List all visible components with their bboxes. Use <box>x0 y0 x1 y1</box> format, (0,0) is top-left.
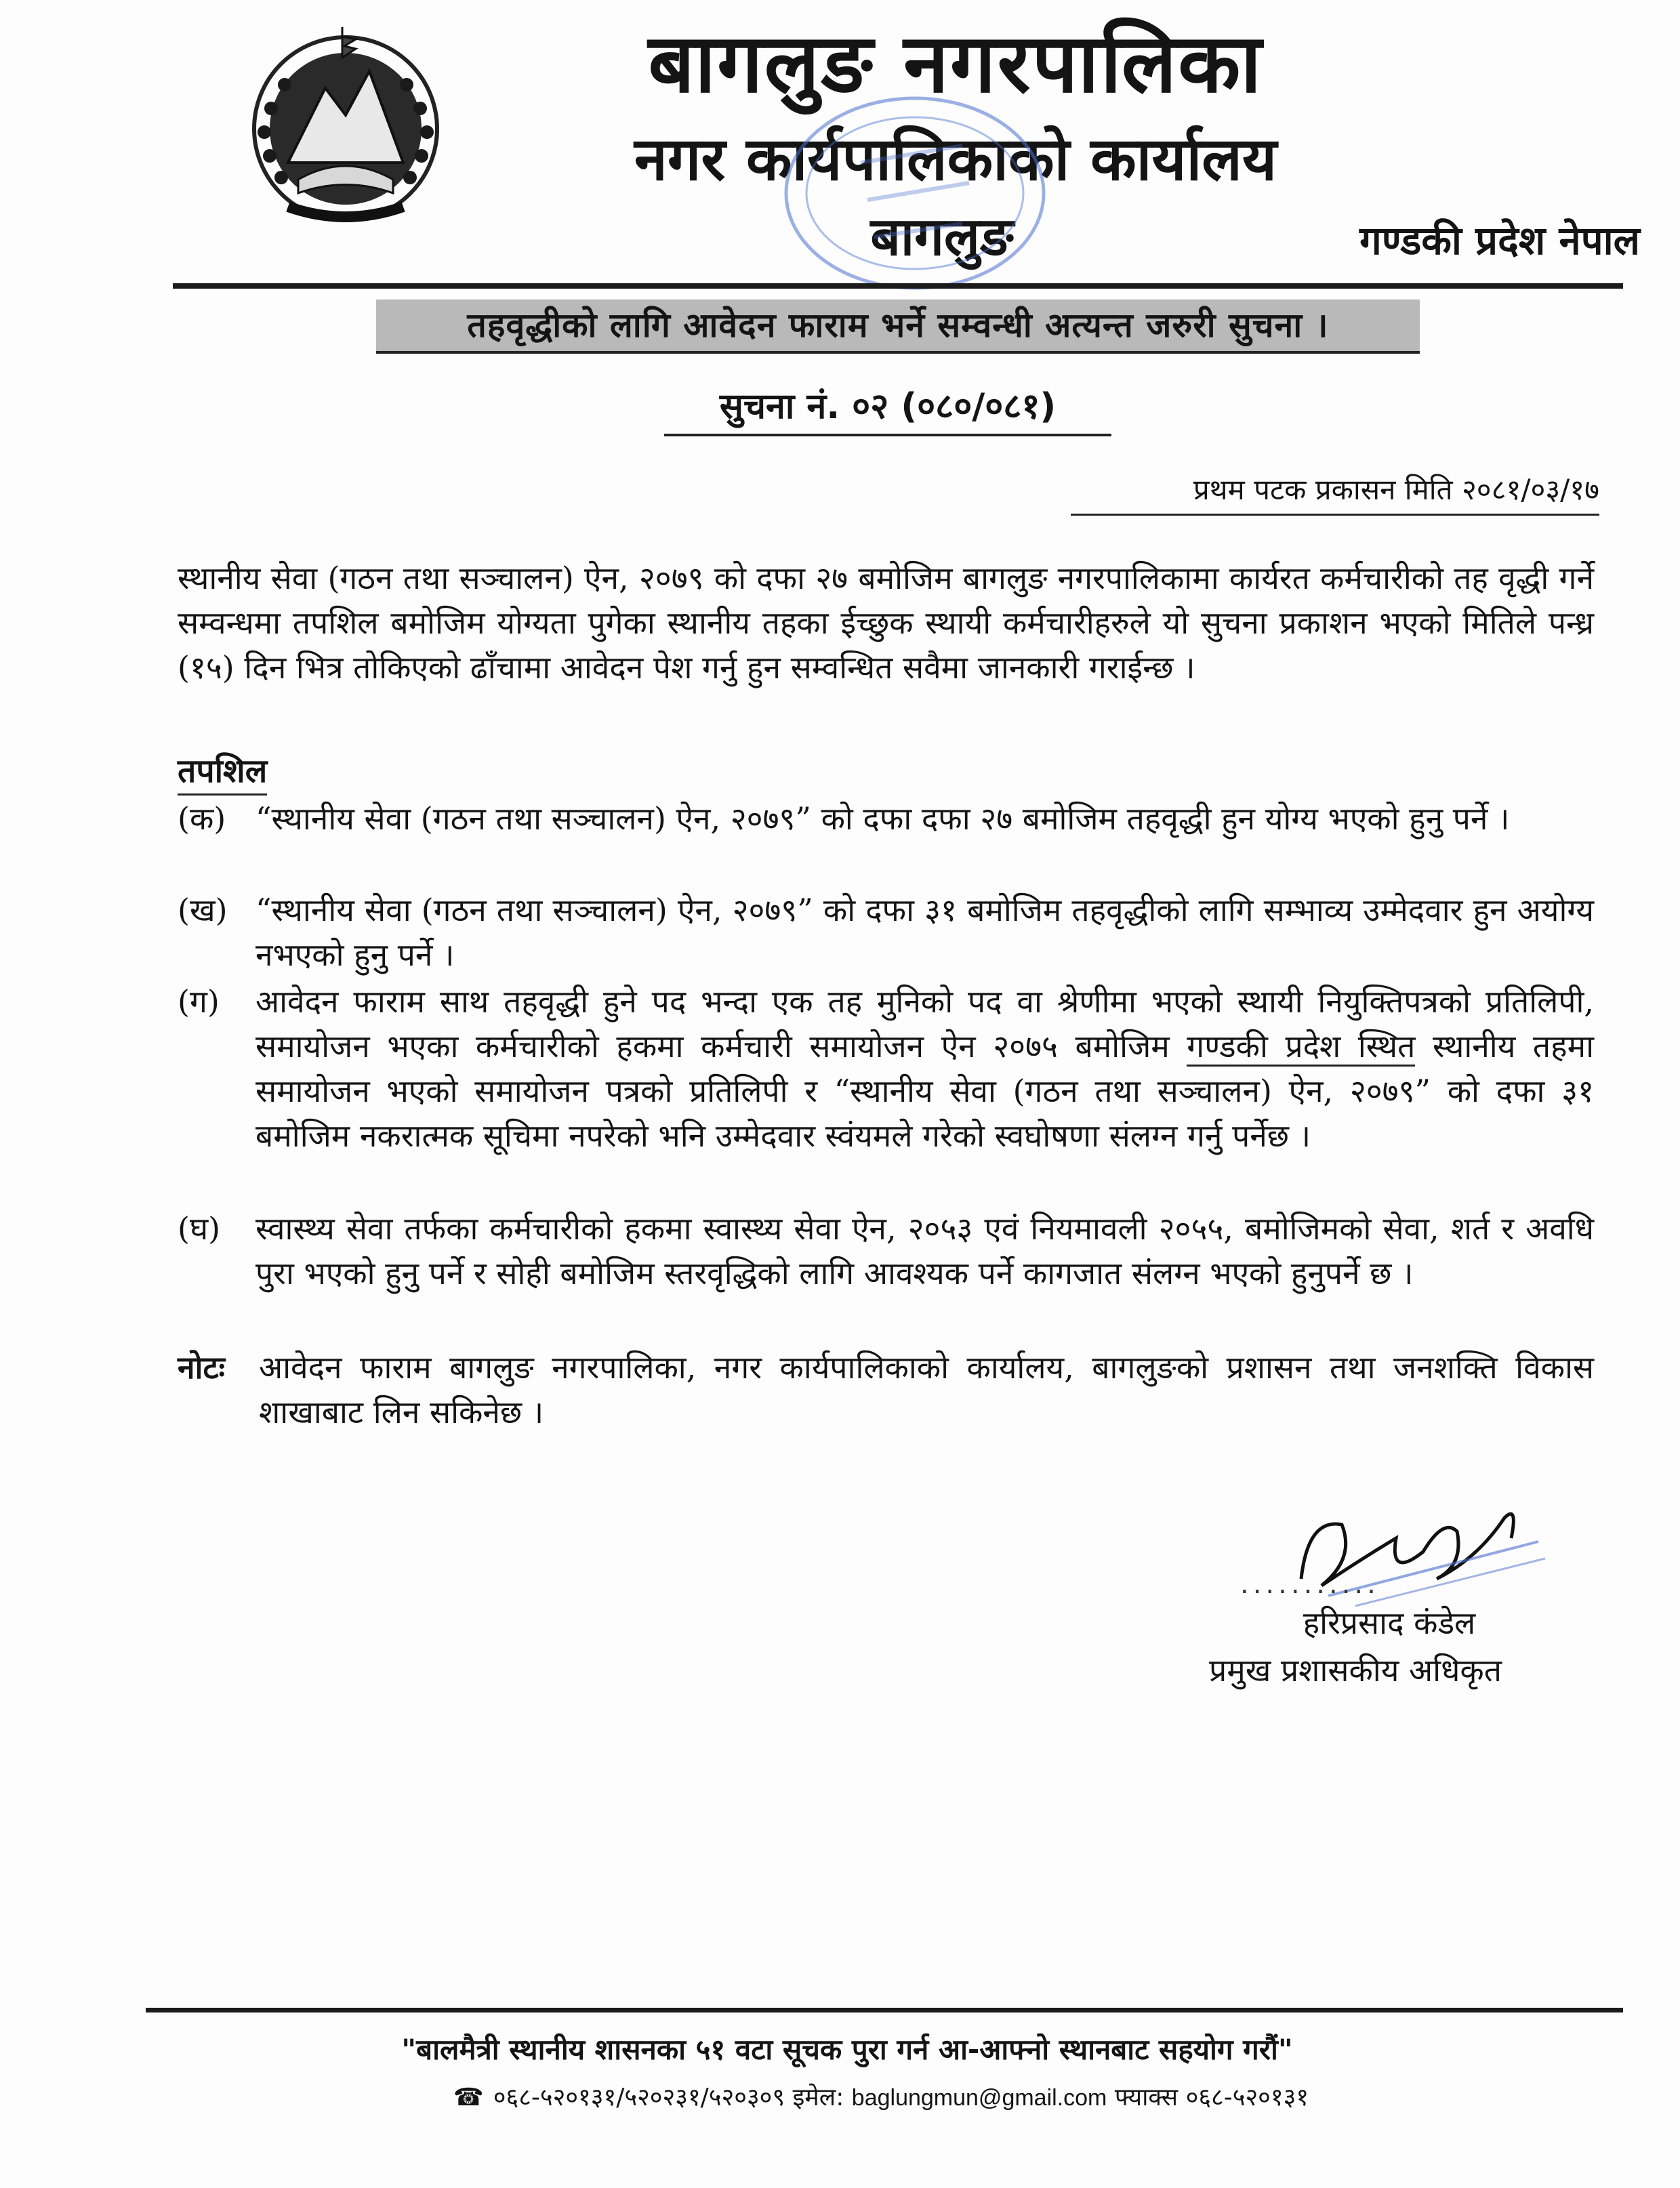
office-stamp-icon <box>759 81 1071 305</box>
note-text: आवेदन फाराम बागलुङ नगरपालिका, नगर कार्यपालिकाको कार्यालय, बागलुङको प्रशासन तथा जनशक्ति विकास शाखाबाट लिन सकिनेछ । <box>259 1349 1594 1430</box>
signer-name: हरिप्रसाद कंडेल <box>1303 1605 1476 1641</box>
footer-contact <box>380 2078 1382 2118</box>
item-marker: (ख) <box>178 892 228 928</box>
item-text-part: स्थानीय तहमा समायोजन भएको समायोजन पत्रको प्रतिलिपी र “स्थानीय सेवा (गठन तथा सञ्चालन) ऐन, २०७९” को दफा ३१ बमोजिम नकरात्मक सूचिमा नपरेको भनि उम्मेदवार स्वंयमले गरेको स्वघोषणा संलग्न गर्नु पर्नेछ । <box>255 1028 1594 1154</box>
note-label: नोटः <box>178 1349 225 1386</box>
footer-rule <box>146 2008 1623 2012</box>
intro-paragraph: स्थानीय सेवा (गठन तथा सञ्चालन) ऐन, २०७९ को दफा २७ बमोजिम बागलुङ नगरपालिकामा कार्यरत कर्मचारीको तह वृद्धी गर्ने सम्वन्धमा तपशिल बमोजिम योग्यता पुगेका स्थानीय तहका ईच्छुक स्थायी कर्मचारीहरुले यो सुचना प्रकाशन भएको मितिले पन्ध्र (१५) दिन भित्र तोकिएको ढाँचामा आवेदन पेश गर्नु हुन सम्वन्धित सवैमा जानकारी गराईन्छ । <box>178 560 1594 686</box>
item-text-part: आवेदन फाराम साथ तहवृद्धी हुने पद भन्दा एक तह मुनिको पद वा श्रेणीमा भएको स्थायी नियुक्तिपत्रको प्रतिलिपी, समायोजन भएका कर्मचारीको हकमा कर्मचारी समायोजन ऐन २०७५ बमोजिम <box>255 983 1594 1065</box>
nepal-emblem-icon <box>224 7 468 230</box>
telephone-icon: ☎ <box>453 2084 484 2111</box>
email-label: इमेल: <box>792 2084 844 2111</box>
office-subtitle: नगर कार्यपालिकाको कार्यालय <box>634 124 1277 194</box>
fax-number: ०६८-५२०१३१ <box>1185 2084 1309 2111</box>
item-text-underlined: गण्डकी प्रदेश स्थित <box>1187 1028 1415 1067</box>
province-label: गण्डकी प्रदेश नेपाल <box>1359 218 1640 264</box>
signature-dots: ........... <box>1240 1569 1380 1600</box>
header-rule <box>173 283 1623 289</box>
phone-numbers: ०६८-५२०१३१/५२०२३१/५२०३०९ <box>493 2084 785 2111</box>
item-text: “स्थानीय सेवा (गठन तथा सञ्चालन) ऐन, २०७९” को दफा ३१ बमोजिम तहवृद्धीको लागि सम्भाव्य उम्मेदवार हुन अयोग्य नभएको हुनु पर्ने । <box>255 892 1594 973</box>
footer-slogan: "बालमैत्री स्थानीय शासनका ५१ वटा सूचक पुरा गर्न आ-आफ्नो स्थानबाट सहयोग गरौं" <box>401 2033 1293 2066</box>
item-marker: (घ) <box>178 1210 221 1247</box>
email-address[interactable]: baglungmun@gmail.com <box>851 2085 1107 2111</box>
item-marker: (क) <box>178 800 226 837</box>
notice-number: सुचना नं. ०२ (०८०/०८१) <box>664 379 1111 436</box>
item-text <box>255 979 1594 1158</box>
item-marker: (ग) <box>178 983 220 1020</box>
office-city: बागलुङ <box>870 207 1014 268</box>
item-text: “स्थानीय सेवा (गठन तथा सञ्चालन) ऐन, २०७९” को दफा दफा २७ बमोजिम तहवृद्धी हुन योग्य भएको हुनु पर्ने । <box>255 800 1510 837</box>
headline-band <box>376 300 1420 354</box>
office-title: बागलुङ नगरपालिका <box>648 17 1263 111</box>
item-text: स्वास्थ्य सेवा तर्फका कर्मचारीको हकमा स्वास्थ्य सेवा ऐन, २०५३ एवं नियमावली २०५५, बमोजिमको सेवा, शर्त र अवधि पुरा भएको हुनु पर्ने र सोही बमोजिम स्तरवृद्धिको लागि आवश्यक पर्ने कागजात संलग्न भएको हुनुपर्ने छ । <box>255 1210 1594 1292</box>
tapasil-heading: तपशिल <box>178 749 267 796</box>
publication-date: प्रथम पटक प्रकासन मिति २०८१/०३/१७ <box>1071 466 1599 516</box>
signer-designation: प्रमुख प्रशासकीय अधिकृत <box>1209 1652 1502 1689</box>
fax-label: फ्याक्स <box>1114 2084 1179 2111</box>
notice-headline: तहवृद्धीको लागि आवेदन फाराम भर्ने सम्वन्धी अत्यन्त जरुरी सुचना । <box>467 306 1329 345</box>
